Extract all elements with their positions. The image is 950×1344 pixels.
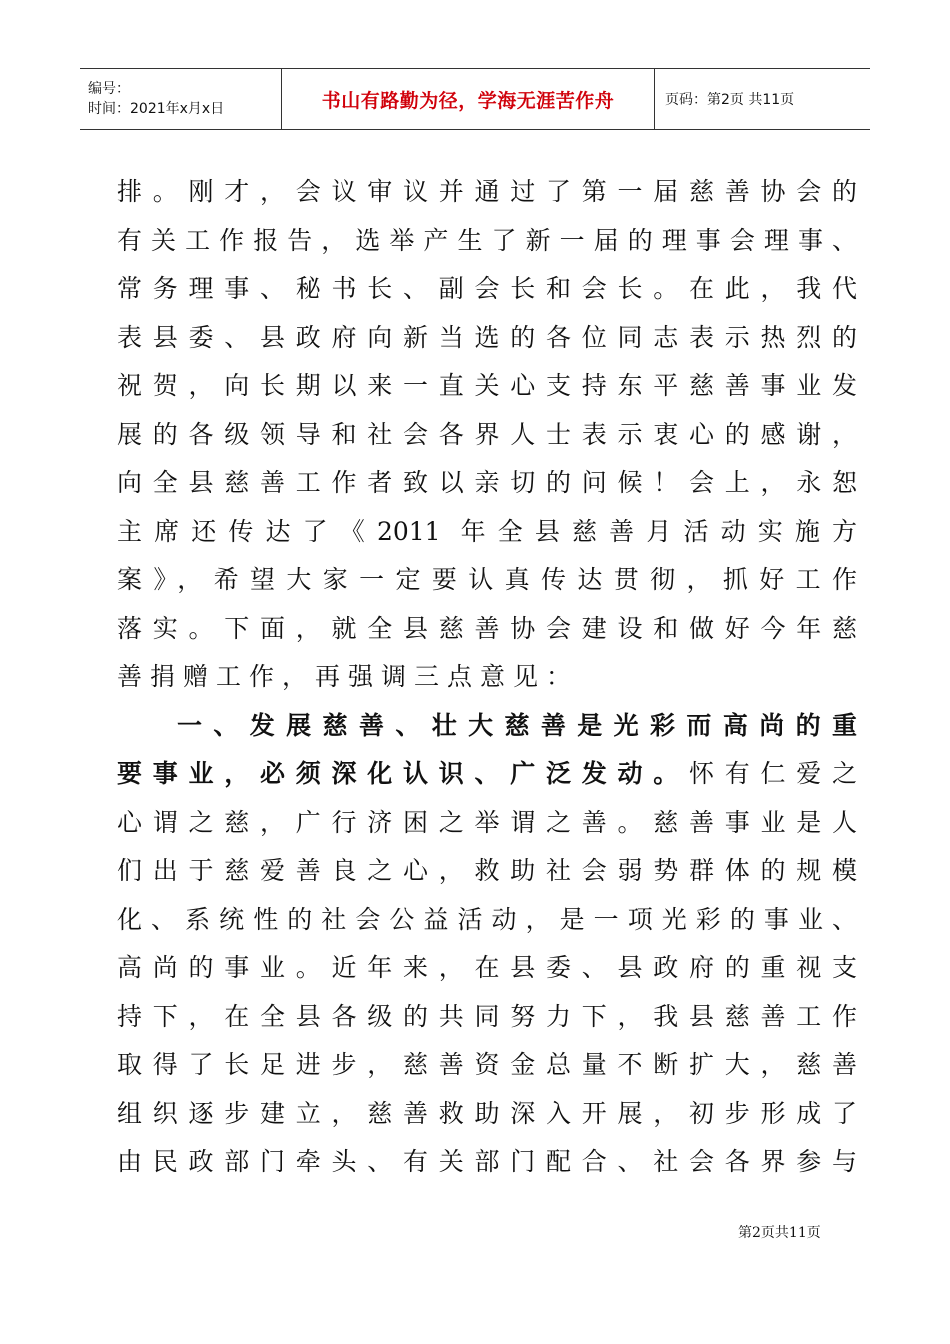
body-line: 化、系统性的社会公益活动，是一项光彩的事业、 [117, 904, 857, 934]
body-line: 高尚的事业。近年来，在县委、县政府的重视支 [117, 953, 857, 982]
header-page-number [655, 69, 870, 129]
page-number-label: 页码：第2页 共11页 [665, 92, 795, 108]
body-text: 怀有仁爱之 [688, 759, 857, 788]
body-line: 主席还传达了《2011 年全县慈善月活动实施方 [117, 516, 857, 546]
heading-continuation-line [117, 750, 857, 799]
body-line: 常务理事、秘书长、副会长和会长。在此，我代 [117, 274, 857, 303]
section-heading: 一、发展慈善、壮大慈善是光彩而高尚的重 [177, 710, 857, 740]
serial-number-label: 编号： [88, 81, 130, 97]
body-line: 表县委、县政府向新当选的各位同志表示热烈的 [117, 322, 857, 352]
document-body [117, 168, 857, 1187]
body-line: 排。刚才，会议审议并通过了第一届慈善协会的 [117, 177, 857, 206]
page-header [80, 68, 870, 130]
body-line: 有关工作报告，选举产生了新一届的理事会理事、 [117, 225, 857, 255]
body-line: 取得了长足进步，慈善资金总量不断扩大，慈善 [117, 1050, 857, 1079]
body-line: 由民政部门牵头、有关部门配合、社会各界参与 [117, 1147, 857, 1176]
body-line: 组织逐步建立，慈善救助深入开展，初步形成了 [117, 1098, 857, 1128]
body-line: 向全县慈善工作者致以亲切的问候！会上，永恕 [117, 468, 857, 497]
date-label: 时间：2021年x月x日 [88, 101, 225, 117]
motto-text: 书山有路勤为径，学海无涯苦作舟 [321, 89, 615, 112]
body-line: 心谓之慈，广行济困之举谓之善。慈善事业是人 [117, 807, 857, 837]
body-line: 案》，希望大家一定要认真传达贯彻，抓好工作 [117, 565, 857, 594]
body-line: 展的各级领导和社会各界人士表示衷心的感谢， [117, 419, 857, 449]
section-heading-end: 要事业，必须深化认识、广泛发动。 [117, 759, 689, 788]
body-line: 善捐赠工作，再强调三点意见： [117, 662, 580, 691]
header-motto [282, 69, 655, 129]
body-line: 落实。下面，就全县慈善协会建设和做好今年慈 [117, 613, 857, 643]
header-meta [80, 69, 282, 129]
page-footer [738, 1222, 821, 1242]
body-line: 们出于慈爱善良之心，救助社会弱势群体的规模 [117, 856, 857, 885]
body-line: 祝贺，向长期以来一直关心支持东平慈善事业发 [117, 371, 857, 400]
body-line: 持下，在全县各级的共同努力下，我县慈善工作 [117, 1001, 857, 1031]
footer-page-number: 第2页共11页 [738, 1225, 821, 1241]
